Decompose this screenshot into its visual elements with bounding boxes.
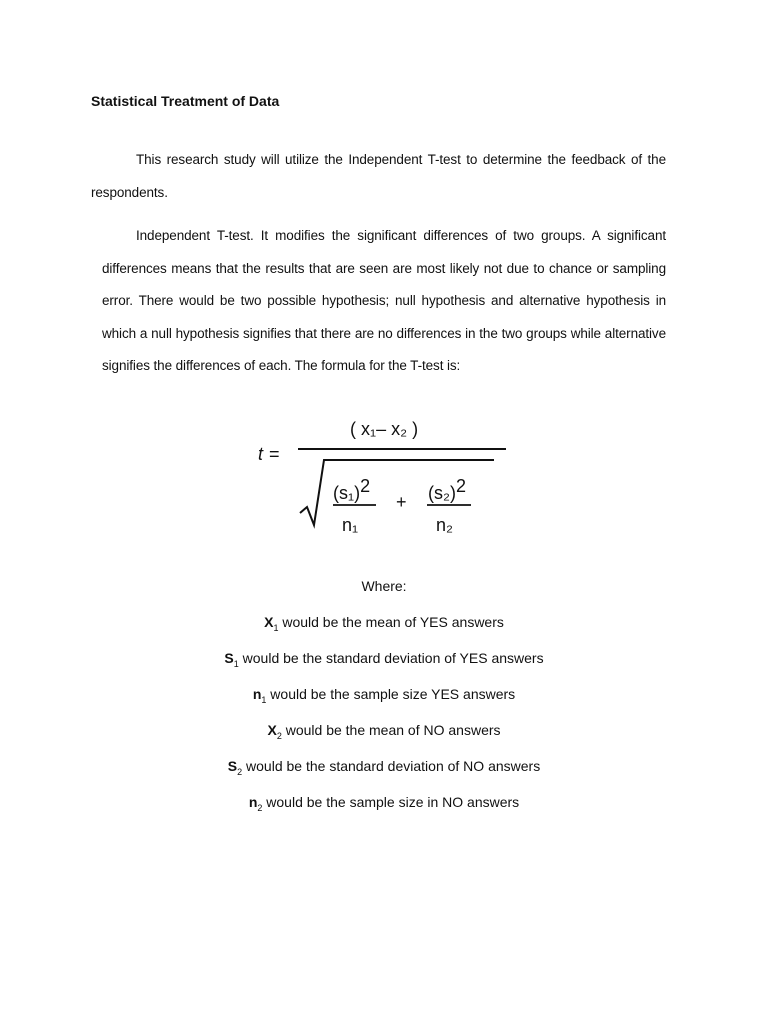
definition-subscript: 1 [273,622,279,633]
definition-symbol: S [227,758,238,774]
definition-symbol: n [252,686,262,702]
formula-s2-term [428,476,466,504]
formula-numerator: ( x₁– x₂ ) [350,419,419,439]
definition-line [0,640,768,676]
definition-line [0,676,768,712]
definition-text: would be the mean of NO answers [281,722,501,738]
definition-subscript: 2 [237,766,243,777]
formula-s1-exponent: 2 [360,476,371,496]
definition-line [0,784,768,820]
formula-s2-exponent: 2 [455,476,466,496]
definition-subscript: 1 [261,694,267,705]
definition-text: would be the sample size in NO answers [262,794,520,810]
section-heading: Statistical Treatment of Data [91,93,280,109]
formula-n2: n₂ [436,515,453,535]
t-test-formula [250,415,520,545]
definition-symbol: S [224,650,234,666]
formula-s1-term [333,476,370,504]
intro-paragraph: This research study will utilize the Independent T-test to determine the feedback of the respondents. [91,152,666,200]
formula-s2: (s₂) [428,483,456,503]
definition-symbol: n [248,794,258,810]
definition-symbol: X [264,614,274,630]
definition-text: would be the sample size YES answers [266,686,516,702]
t-test-paragraph: Independent T-test. It modifies the significant differences of two groups. A significant differences means that the results that are seen are most likely not due to chance or sampling error. There would be two possible hypothesis; null hypothesis and alternative hypothesis in which a null hypothesis signifies that there are no differences in the two groups while alternative signifies the differences of each. The formula for the T-test is: [102,228,666,374]
formula-plus: + [396,492,407,512]
definitions-block [0,568,768,820]
formula-n1: n₁ [342,515,359,535]
definition-symbol: X [267,722,277,738]
definition-line [0,604,768,640]
formula-t: t [258,444,264,464]
formula-s1: (s₁) [333,483,361,503]
definition-text: would be the standard deviation of NO answers [242,758,541,774]
definition-line [0,748,768,784]
definition-subscript: 2 [276,730,282,741]
where-label: Where: [361,578,407,594]
definition-text: would be the standard deviation of YES answers [238,650,544,666]
definition-text: would be the mean of YES answers [278,614,504,630]
formula-equals: = [269,444,280,464]
definition-subscript: 2 [257,802,263,813]
definition-subscript: 1 [233,658,239,669]
definition-line [0,712,768,748]
